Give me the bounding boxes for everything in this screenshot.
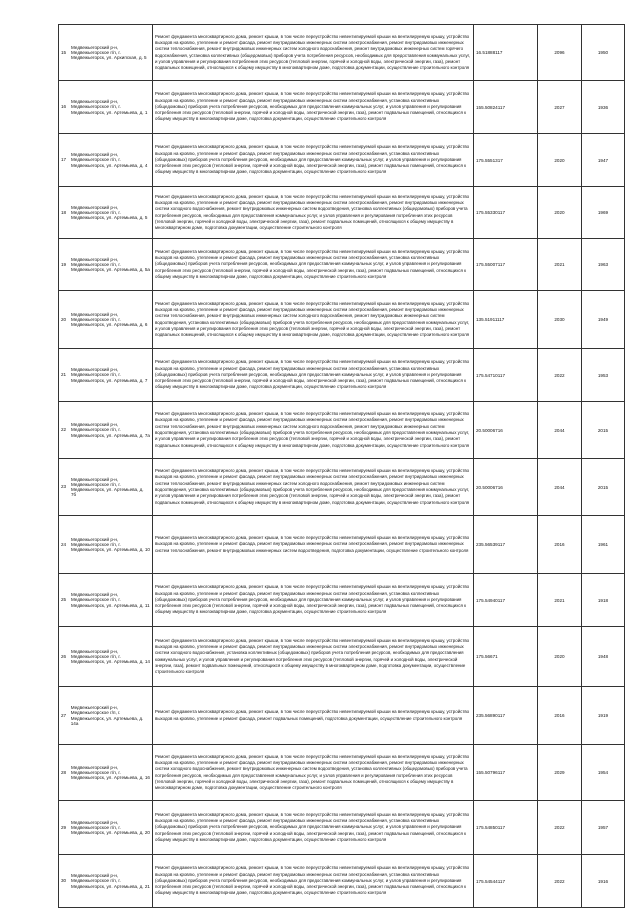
works-description-cell: Ремонт фундамента многоквартирного дома, ремонт крыши, в том числе переустройство невентилируемой крыши на вентилируемую крышу, устройство выходов на кровлю, утепление и ремонт фасада, ремонт внутридомовых инженерных систем электроснабжения, ремонт внутридомовых инженерных систем теплоснабжения, ремонт внутридомовых инженерных систем холодного водоснабжения, ремонт внутридомовых инженерных систем водоотведения, установка коллективных (общедомовых) приборов учета потребления ресурсов, необходимых для предоставления коммунальных услуг, и узлов управления и регулирования потребления этих ресурсов (тепловой энергии, горячей и холодной воды, электрической энергии, газа), ремонт подвальных помещений, относящихся к общему имуществу в многоквартирном доме, подготовка документации, осуществление строительного контроля bbox=[153, 402, 474, 459]
address-line: Медвежьегорский р-н, bbox=[71, 873, 119, 879]
works-description-cell: Ремонт фундамента многоквартирного дома, ремонт крыши, в том числе переустройство невентилируемой крыши на вентилируемую крышу, устройство выходов на кровлю, утепление и ремонт фасада, ремонт внутридомовых инженерных систем электроснабжения, ремонт внутридомовых инженерных систем холодного водоснабжения, ремонт внутридомовых инженерных систем водоотведения, установка коллективных (общедомовых) приборов учета потребления ресурсов, необходимых для предоставления коммунальных услуг, и узлов управления и регулирования потребления этих ресурсов (тепловой энергии, горячей и холодной воды, электрической энергии, газа), ремонт подвальных помещений, относящихся к общему имуществу в многоквартирном доме, подготовка документации, осуществление строительного контроля bbox=[153, 187, 474, 239]
build-year-cell: 1947 bbox=[582, 134, 625, 187]
address-line: Медвежьегорск, ул. Артемьева, д. 10 bbox=[71, 547, 150, 553]
address-line: Медвежьегорское г/п, г. bbox=[71, 209, 121, 215]
table-row bbox=[59, 349, 625, 402]
address-line: Медвежьегорск, ул. Артемьева, д. 16 bbox=[71, 775, 150, 781]
address-text bbox=[71, 592, 150, 608]
address-line: Медвежьегорский р-н, bbox=[71, 422, 119, 428]
address-line: Медвежьегорский р-н, bbox=[71, 536, 119, 542]
address-cell bbox=[59, 855, 153, 908]
address-line: Медвежьегорское г/п, г. bbox=[71, 427, 121, 433]
address-line: Медвежьегорское г/п, г. bbox=[71, 541, 121, 547]
planned-year-cell: 2016 bbox=[538, 687, 582, 745]
works-description-cell: Ремонт фундамента многоквартирного дома, ремонт крыши, в том числе переустройство невентилируемой крыши на вентилируемую крышу, устройство выходов на кровлю, утепление и ремонт фасада, ремонт внутридомовых инженерных систем электроснабжения, установка коллективных (общедомовых) приборов учета потребления ресурсов, необходимых для предоставления коммунальных услуг, и узлов управления и регулирования потребления этих ресурсов (тепловой энергии, горячей и холодной воды, электрической энергии, газа), ремонт подвальных помещений, относящихся к общему имуществу в многоквартирном доме, подготовка документации, осуществление строительного контроля bbox=[153, 574, 474, 627]
planned-year-cell: 2022 bbox=[538, 855, 582, 908]
address-line: Медвежьегорский р-н, bbox=[71, 311, 119, 317]
address-cell bbox=[59, 687, 153, 745]
address-cell bbox=[59, 402, 153, 459]
address-line: Медвежьегорское г/п, г. bbox=[71, 878, 121, 884]
value-cell: 175.54544117 bbox=[474, 855, 538, 908]
address-line: Медвежьегорск, ул. Артемьева, д. 7 bbox=[71, 377, 148, 383]
address-line: Медвежьегорск, ул. Артемьева, д. 1 bbox=[71, 109, 148, 115]
address-line: Медвежьегорск, ул. Артемьева, д. 7а bbox=[71, 432, 150, 438]
address-text bbox=[71, 152, 147, 168]
planned-year-cell: 2022 bbox=[538, 801, 582, 855]
value-cell: 175.54850117 bbox=[474, 801, 538, 855]
address-text bbox=[71, 820, 150, 836]
planned-year-cell: 2020 bbox=[538, 627, 582, 687]
address-line: Медвежьегорск, ул. Артемьева, д. 11 bbox=[71, 602, 150, 608]
address-cell bbox=[59, 574, 153, 627]
value-cell: 235.56539117 bbox=[474, 516, 538, 574]
address-line: Медвежьегорский р-н, bbox=[70, 705, 118, 711]
address-cell bbox=[59, 459, 153, 516]
build-year-cell: 1949 bbox=[582, 291, 625, 349]
address-text bbox=[71, 873, 150, 889]
table-row bbox=[59, 81, 625, 134]
address-line: Медвежьегорск, ул. Артемьева, д. 14 bbox=[71, 659, 150, 665]
address-cell bbox=[59, 81, 153, 134]
table-row bbox=[59, 745, 625, 801]
table-row bbox=[59, 574, 625, 627]
value-cell: 175.54710117 bbox=[474, 349, 538, 402]
address-line: Медвежьегорское г/п, г. bbox=[71, 653, 121, 659]
address-line: Медвежьегорское г/п, г. bbox=[71, 316, 121, 322]
table-row bbox=[59, 801, 625, 855]
planned-year-cell: 2022 bbox=[538, 349, 582, 402]
address-line: Медвежьегорское г/п, г. bbox=[71, 824, 121, 830]
address-cell bbox=[59, 349, 153, 402]
value-cell: 16.51888117 bbox=[474, 25, 538, 81]
address-cell bbox=[59, 801, 153, 855]
build-year-cell: 1953 bbox=[582, 349, 625, 402]
row-number: 18 bbox=[61, 209, 67, 215]
value-cell: 175.55330117 bbox=[474, 187, 538, 239]
build-year-cell: 1950 bbox=[582, 25, 625, 81]
planned-year-cell: 2096 bbox=[538, 25, 582, 81]
works-description-cell: Ремонт фундамента многоквартирного дома, ремонт крыши, в том числе переустройство невентилируемой крыши на вентилируемую крышу, устройство выходов на кровлю, утепление и ремонт фасада, ремонт внутридомовых инженерных систем электроснабжения, установка коллективных (общедомовых) приборов учета потребления ресурсов, необходимых для предоставления коммунальных услуг, и узлов управления и регулирования потребления этих ресурсов (тепловой энергии, горячей и холодной воды, электрической энергии, газа), ремонт подвальных помещений, относящихся к общему имуществу в многоквартирном доме, подготовка документации, осуществление строительного контроля bbox=[153, 801, 474, 855]
row-number: 29 bbox=[61, 824, 67, 830]
address-text bbox=[71, 45, 147, 61]
table-row bbox=[59, 25, 625, 81]
address-cell bbox=[59, 627, 153, 687]
address-line: Медвежьегорский р-н, bbox=[71, 648, 119, 654]
value-cell: 155.50824117 bbox=[474, 81, 538, 134]
row-number: 23 bbox=[61, 484, 67, 490]
build-year-cell: 1936 bbox=[582, 81, 625, 134]
works-description-cell: Ремонт фундамента многоквартирного дома, ремонт крыши, в том числе переустройство невентилируемой крыши на вентилируемую крышу, устройство выходов на кровлю, утепление и ремонт фасада, ремонт внутридомовых инженерных систем электроснабжения, ремонт внутридомовых инженерных систем теплоснабжения, ремонт внутридомовых инженерных систем водоотведения, подготовка документации, осуществление строительного контроля bbox=[153, 516, 474, 574]
planned-year-cell: 2021 bbox=[538, 239, 582, 291]
address-line: Медвежьегорск, ул. Артемьева, д. 6 bbox=[71, 322, 148, 328]
address-text bbox=[71, 477, 150, 498]
value-cell: 20.50006716 bbox=[474, 459, 538, 516]
address-line: Медвежьегорское г/п, г. bbox=[71, 49, 121, 55]
row-number: 16 bbox=[61, 104, 67, 110]
address-line: Медвежьегорское г/п, г. bbox=[71, 261, 121, 267]
address-line: Медвежьегорское г/п, г. bbox=[71, 769, 121, 775]
address-text bbox=[71, 312, 147, 328]
row-number: 30 bbox=[61, 878, 67, 884]
row-number: 20 bbox=[61, 316, 67, 322]
value-cell: 155.50796117 bbox=[474, 745, 538, 801]
table-row bbox=[59, 516, 625, 574]
row-number: 26 bbox=[61, 653, 67, 659]
planned-year-cell: 2020 bbox=[538, 187, 582, 239]
address-line: Медвежьегорский р-н, bbox=[71, 592, 119, 598]
address-text bbox=[71, 367, 147, 383]
works-description-cell: Ремонт фундамента многоквартирного дома, ремонт крыши, в том числе переустройство невентилируемой крыши на вентилируемую крышу, устройство выходов на кровлю, утепление и ремонт фасада, ремонт подвальных помещений, подготовка документации, осуществление строительного контроля bbox=[153, 687, 474, 745]
value-cell: 175.55007117 bbox=[474, 239, 538, 291]
address-text bbox=[71, 765, 150, 781]
address-text bbox=[71, 649, 150, 665]
build-year-cell: 1948 bbox=[582, 627, 625, 687]
table-row bbox=[59, 134, 625, 187]
build-year-cell: 1919 bbox=[582, 687, 625, 745]
address-text bbox=[71, 257, 150, 273]
build-year-cell: 1954 bbox=[582, 745, 625, 801]
address-line: Медвежьегорский р-н, bbox=[71, 367, 119, 373]
build-year-cell: 1969 bbox=[582, 187, 625, 239]
address-cell bbox=[59, 745, 153, 801]
table-row bbox=[59, 459, 625, 516]
value-cell: 20.50006716 bbox=[474, 402, 538, 459]
row-number: 22 bbox=[61, 427, 67, 433]
row-number: 19 bbox=[61, 261, 67, 267]
address-line: Медвежьегорское г/п, г. bbox=[71, 597, 121, 603]
table-row bbox=[59, 291, 625, 349]
address-line: Медвежьегорский р-н, bbox=[71, 204, 119, 210]
build-year-cell: 1957 bbox=[582, 801, 625, 855]
works-description-cell: Ремонт фундамента многоквартирного дома, ремонт крыши, в том числе переустройство невентилируемой крыши на вентилируемую крышу, устройство выходов на кровлю, утепление и ремонт фасада, ремонт внутридомовых инженерных систем электроснабжения, ремонт внутридомовых инженерных систем холодного водоснабжения, ремонт внутридомовых инженерных систем водоотведения, установка коллективных (общедомовых) приборов учета потребления ресурсов, необходимых для предоставления коммунальных услуг, и узлов управления и регулирования потребления этих ресурсов (тепловой энергии, горячей и холодной воды, электрической энергии, газа), ремонт подвальных помещений, относящихся к общему имуществу в многоквартирном доме, подготовка документации, осуществление строительного контроля bbox=[153, 745, 474, 801]
address-line: Медвежьегорск, ул. Артемьева, д. 21 bbox=[71, 883, 150, 889]
works-description-cell: Ремонт фундамента многоквартирного дома, ремонт крыши, в том числе переустройство невентилируемой крыши на вентилируемую крышу, устройство выходов на кровлю, утепление и ремонт фасада, ремонт внутридомовых инженерных систем электроснабжения, установка коллективных (общедомовых) приборов учета потребления ресурсов, необходимых для предоставления коммунальных услуг, и узлов управления и регулирования потребления этих ресурсов (тепловой энергии, горячей и холодной воды, электрической энергии, газа), ремонт подвальных помещений, относящихся к общему имуществу в многоквартирном доме, подготовка документации, осуществление строительного контроля bbox=[153, 349, 474, 402]
address-line: Медвежьегорский р-н, bbox=[71, 819, 119, 825]
row-number: 21 bbox=[61, 372, 67, 378]
table-row bbox=[59, 402, 625, 459]
row-number: 24 bbox=[61, 541, 67, 547]
works-description-cell: Ремонт фундамента многоквартирного дома, ремонт крыши, в том числе переустройство невентилируемой крыши на вентилируемую крышу, устройство выходов на кровлю, утепление и ремонт фасада, ремонт внутридомовых инженерных систем электроснабжения, установка коллективных (общедомовых) приборов учета потребления ресурсов, необходимых для предоставления коммунальных услуг, и узлов управления и регулирования потребления этих ресурсов (тепловой энергии, горячей и холодной воды, электрической энергии, газа), ремонт подвальных помещений, относящихся к общему имуществу в многоквартирном доме, подготовка документации, осуществление строительного контроля bbox=[153, 134, 474, 187]
address-line: Медвежьегорск, ул. Артемьева, д. 14а bbox=[70, 715, 144, 726]
works-description-cell: Ремонт фундамента многоквартирного дома, ремонт крыши, в том числе переустройство невентилируемой крыши на вентилируемую крышу, устройство выходов на кровлю, утепление и ремонт фасада, ремонт внутридомовых инженерных систем электроснабжения, ремонт внутридомовых инженерных систем теплоснабжения, ремонт внутридомовых инженерных систем холодного водоснабжения, ремонт внутридомовых инженерных систем водоотведения, установка коллективных (общедомовых) приборов учета потребления ресурсов, необходимых для предоставления коммунальных услуг, и узлов управления и регулирования потребления этих ресурсов (тепловой энергии, горячей и холодной воды, электрической энергии, газа), ремонт подвальных помещений, относящихся к общему имуществу в многоквартирном доме, подготовка документации, осуществление строительного контроля bbox=[153, 459, 474, 516]
planned-year-cell: 2044 bbox=[538, 459, 582, 516]
address-line: Медвежьегорск, ул. Архипская, д. 5 bbox=[71, 55, 147, 61]
value-cell: 235.56890117 bbox=[474, 687, 538, 745]
build-year-cell: 1961 bbox=[582, 516, 625, 574]
works-description-cell: Ремонт фундамента многоквартирного дома, ремонт крыши, в том числе переустройство невентилируемой крыши на вентилируемую крышу, устройство выходов на кровлю, утепление и ремонт фасада, ремонт внутридомовых инженерных систем электроснабжения, ремонт внутридомовых инженерных систем холодного водоснабжения, установка коллективных (общедомовых) приборов учета потребления ресурсов, необходимых для предоставления коммунальных услуг, и узлов управления и регулирования потребления этих ресурсов (тепловой энергии, горячей и холодной воды, электрической энергии, газа), ремонт подвальных помещений, относящихся к общему имуществу в многоквартирном доме, подготовка документации, осуществление строительного контроля bbox=[153, 627, 474, 687]
row-number: 28 bbox=[61, 769, 67, 775]
row-number: 15 bbox=[61, 49, 67, 55]
planned-year-cell: 2029 bbox=[538, 745, 582, 801]
address-line: Медвежьегорский р-н, bbox=[71, 44, 119, 50]
address-text bbox=[71, 205, 147, 221]
address-line: Медвежьегорское г/п, г. bbox=[71, 157, 121, 163]
address-text bbox=[71, 537, 150, 553]
table-row bbox=[59, 855, 625, 908]
address-cell bbox=[59, 516, 153, 574]
works-description-cell: Ремонт фундамента многоквартирного дома, ремонт крыши, в том числе переустройство невентилируемой крыши на вентилируемую крышу, устройство выходов на кровлю, утепление и ремонт фасада, ремонт внутридомовых инженерных систем электроснабжения, установка коллективных (общедомовых) приборов учета потребления ресурсов, необходимых для предоставления коммунальных услуг, и узлов управления и регулирования потребления этих ресурсов (тепловой энергии, горячей и холодной воды, электрической энергии, газа), ремонт подвальных помещений, относящихся к общему имуществу в многоквартирном доме, подготовка документации, осуществление строительного контроля bbox=[153, 855, 474, 908]
value-cell: 175.54940117 bbox=[474, 574, 538, 627]
planned-year-cell: 2020 bbox=[538, 134, 582, 187]
address-line: Медвежьегорское г/п, г. bbox=[71, 104, 121, 110]
address-cell bbox=[59, 239, 153, 291]
table-row bbox=[59, 687, 625, 745]
value-cell: 175.5551317 bbox=[474, 134, 538, 187]
works-description-cell: Ремонт фундамента многоквартирного дома, ремонт крыши, в том числе переустройство невентилируемой крыши на вентилируемую крышу, устройство выходов на кровлю, утепление и ремонт фасада, ремонт внутридомовых инженерных систем электроснабжения, установка коллективных (общедомовых) приборов учета потребления ресурсов, необходимых для предоставления коммунальных услуг, и узлов управления и регулирования потребления этих ресурсов (тепловой энергии, горячей и холодной воды, электрической энергии, газа), ремонт подвальных помещений, относящихся к общему имуществу в многоквартирном доме, подготовка документации, осуществление строительного контроля bbox=[153, 239, 474, 291]
planned-year-cell: 2027 bbox=[538, 81, 582, 134]
value-cell: 175.56671 bbox=[474, 627, 538, 687]
address-line: Медвежьегорский р-н, bbox=[71, 256, 119, 262]
address-line: Медвежьегорский р-н, bbox=[71, 99, 119, 105]
address-line: Медвежьегорское г/п, г. bbox=[70, 710, 121, 716]
row-number: 17 bbox=[61, 157, 67, 163]
registry-table bbox=[58, 24, 625, 908]
build-year-cell: 2015 bbox=[582, 459, 625, 516]
address-cell bbox=[59, 291, 153, 349]
address-cell bbox=[59, 187, 153, 239]
build-year-cell: 2015 bbox=[582, 402, 625, 459]
works-description-cell: Ремонт фундамента многоквартирного дома, ремонт крыши, в том числе переустройство невентилируемой крыши на вентилируемую крышу, устройство выходов на кровлю, утепление и ремонт фасада, ремонт внутридомовых инженерных систем электроснабжения, ремонт внутридомовых инженерных систем теплоснабжения, ремонт внутридомовых инженерных систем холодного водоснабжения, ремонт внутридомовых инженерных систем водоотведения, установка коллективных (общедомовых) приборов учета потребления ресурсов, необходимых для предоставления коммунальных услуг, и узлов управления и регулирования потребления этих ресурсов (тепловой энергии, горячей и холодной воды, электрической энергии, газа), ремонт подвальных помещений, относящихся к общему имуществу в многоквартирном доме, подготовка документации, осуществление строительного контроля bbox=[153, 291, 474, 349]
table-row bbox=[59, 627, 625, 687]
address-line: Медвежьегорск, ул. Артемьева, д. 5а bbox=[71, 267, 150, 273]
address-line: Медвежьегорск, ул. Артемьева, д. 5 bbox=[71, 215, 148, 221]
address-line: Медвежьегорский р-н, bbox=[71, 476, 119, 482]
row-number: 25 bbox=[61, 597, 67, 603]
value-cell: 135.51911117 bbox=[474, 291, 538, 349]
address-line: Медвежьегорск, ул. Артемьева, д. 4 bbox=[71, 162, 148, 168]
address-cell bbox=[59, 134, 153, 187]
row-number: 27 bbox=[61, 712, 67, 718]
address-text bbox=[71, 422, 150, 438]
address-line: Медвежьегорск, ул. Артемьева, д. 20 bbox=[71, 830, 150, 836]
address-line: Медвежьегорское г/п, г. bbox=[71, 481, 121, 487]
address-line: Медвежьегорский р-н, bbox=[71, 764, 119, 770]
build-year-cell: 1916 bbox=[582, 855, 625, 908]
address-line: Медвежьегорск, ул. Артемьева, д. 7б bbox=[71, 487, 144, 498]
registry-table-body bbox=[59, 25, 625, 908]
address-line: Медвежьегорское г/п, г. bbox=[71, 372, 121, 378]
table-row bbox=[59, 239, 625, 291]
planned-year-cell: 2044 bbox=[538, 402, 582, 459]
address-text bbox=[71, 705, 150, 726]
address-text bbox=[71, 99, 147, 115]
address-line: Медвежьегорский р-н, bbox=[71, 152, 119, 158]
address-cell bbox=[59, 25, 153, 81]
planned-year-cell: 2016 bbox=[538, 516, 582, 574]
works-description-cell: Ремонт фундамента многоквартирного дома, ремонт крыши, в том числе переустройство невентилируемой крыши на вентилируемую крышу, устройство выходов на кровлю, утепление и ремонт фасада, ремонт внутридомовых инженерных систем электроснабжения, ремонт внутридомовых инженерных систем теплоснабжения, ремонт внутридомовых инженерных систем холодного водоснабжения, ремонт внутридомовых инженерных систем горячего водоснабжения, установка коллективных (общедомовых) приборов учета потребления ресурсов, необходимых для предоставления коммунальных услуг, и узлов управления и регулирования потребления этих ресурсов (тепловой энергии, горячей и холодной воды, электрической энергии, газа), ремонт подвальных помещений, относящихся к общему имуществу в многоквартирном доме, подготовка документации, осуществление строительного контроля bbox=[153, 25, 474, 81]
build-year-cell: 1918 bbox=[582, 574, 625, 627]
planned-year-cell: 2021 bbox=[538, 574, 582, 627]
build-year-cell: 1963 bbox=[582, 239, 625, 291]
table-row bbox=[59, 187, 625, 239]
planned-year-cell: 2030 bbox=[538, 291, 582, 349]
works-description-cell: Ремонт фундамента многоквартирного дома, ремонт крыши, в том числе переустройство невентилируемой крыши на вентилируемую крышу, устройство выходов на кровлю, утепление и ремонт фасада, ремонт внутридомовых инженерных систем электроснабжения, установка коллективных (общедомовых) приборов учета потребления ресурсов, необходимых для предоставления коммунальных услуг, и узлов управления и регулирования потребления этих ресурсов (тепловой энергии, горячей и холодной воды, электрической энергии, газа), ремонт подвальных помещений, относящихся к общему имуществу в многоквартирном доме, подготовка документации, осуществление строительного контроля bbox=[153, 81, 474, 134]
